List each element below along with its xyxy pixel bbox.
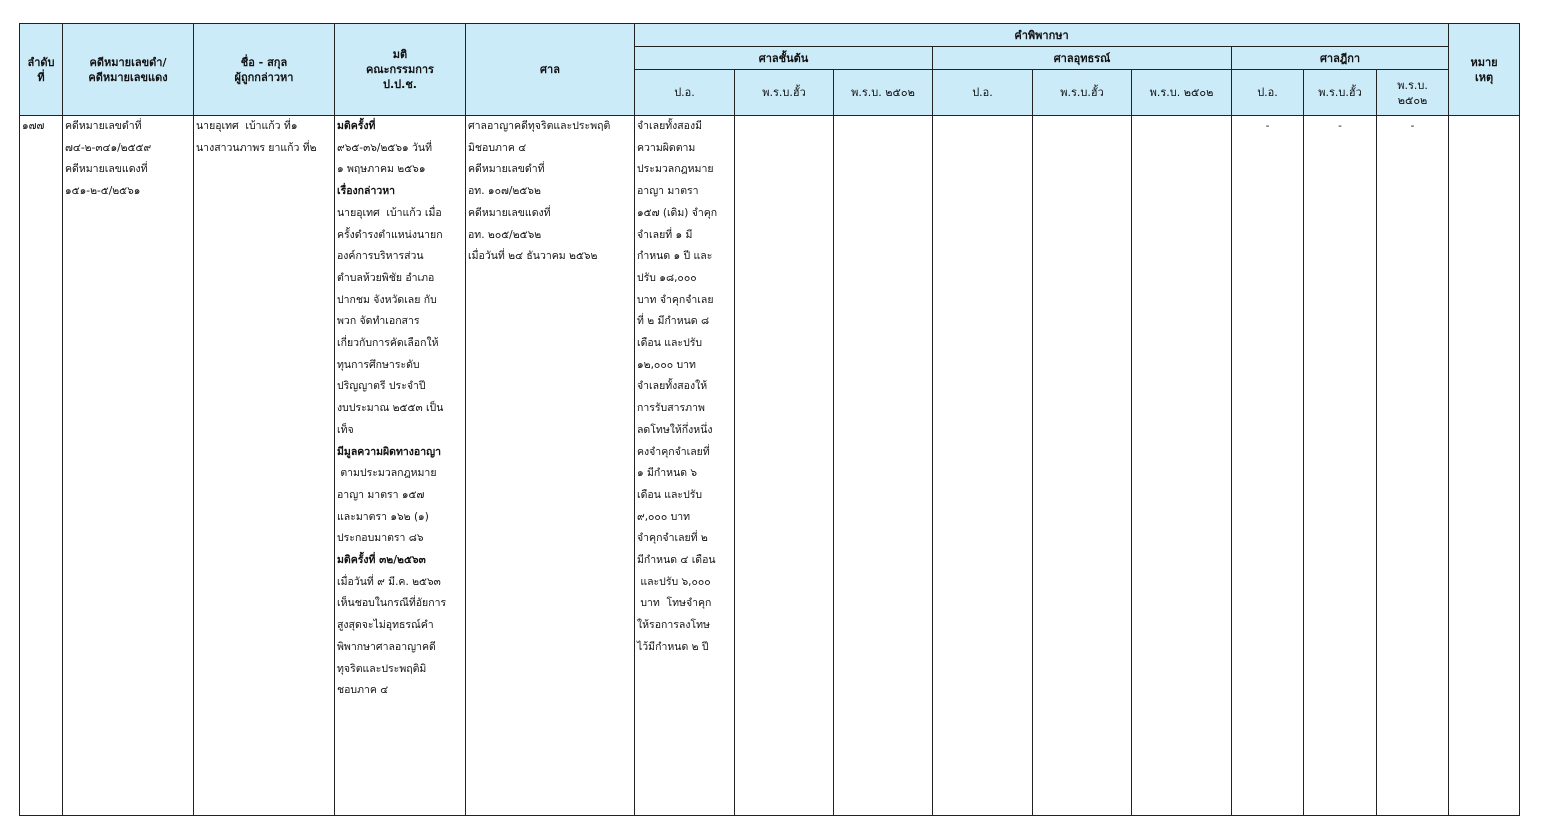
cell-appeal-criminal-code [933, 116, 1033, 816]
resolution-line: ประกอบมาตรา ๘๖ [337, 532, 424, 545]
header-supreme-court: ศาลฎีกา [1232, 47, 1449, 70]
header-order: ลำดับ ที่ [20, 24, 63, 116]
resolution-line: ทุนการศึกษาระดับ [337, 358, 420, 371]
cell-case-number: คดีหมายเลขดำที่ ๗๔-๒-๓๔๑/๒๕๕๙ คดีหมายเลขแดงที่ ๑๕๑-๒-๕/๒๕๖๑ [63, 116, 194, 816]
header-appeal-court: ศาลอุทธรณ์ [933, 47, 1232, 70]
header-first-collusion-act: พ.ร.บ.ฮั้ว [735, 70, 834, 116]
resolution-heading: มติครั้งที่ ๓๒/๒๕๖๓ [337, 554, 426, 567]
header-supreme-criminal-code: ป.อ. [1232, 70, 1304, 116]
first-court-line: คงจำคุกจำเลยที่ [637, 445, 710, 458]
resolution-line: อาญา มาตรา ๑๕๗ [337, 488, 425, 501]
resolution-line: องค์การบริหารส่วน [337, 250, 424, 263]
resolution-heading: เรื่องกล่าวหา [337, 185, 396, 198]
resolution-line: งบประมาณ ๒๕๕๓ เป็น [337, 402, 444, 415]
cell-appeal-act-2502 [1132, 116, 1232, 816]
resolution-line: และมาตรา ๑๖๒ (๑) [337, 510, 429, 523]
first-court-line: ให้รอการลงโทษ [637, 619, 710, 632]
header-supreme-act-2502: พ.ร.บ. ๒๕๐๒ [1377, 70, 1449, 116]
first-court-line: ปรับ ๑๘,๐๐๐ [637, 271, 697, 284]
cell-accused: นายอุเทศ เบ้าแก้ว ที่๑ นางสาวนภาพร ยาแก้ว ที่๒ [194, 116, 335, 816]
header-appeal-criminal-code: ป.อ. [933, 70, 1033, 116]
header-judgment: คำพิพากษา [635, 24, 1449, 47]
cell-remark [1449, 116, 1520, 816]
judgment-table [19, 23, 1520, 816]
resolution-line: สูงสุดจะไม่อุทธรณ์คำ [337, 619, 434, 632]
first-court-line: จำเลยทั้งสองมี [637, 120, 703, 132]
first-court-line: จำคุกจำเลยที่ ๒ [637, 532, 708, 545]
resolution-line: พวก จัดทำเอกสาร [337, 315, 420, 328]
cell-supreme-collusion-act: - [1304, 116, 1377, 816]
resolution-heading: มีมูลความผิดทางอาญา [337, 445, 441, 458]
first-court-line: ไว้มีกำหนด ๒ ปี [637, 640, 709, 653]
cell-supreme-act-2502: - [1377, 116, 1449, 816]
header-first-act-2502: พ.ร.บ. ๒๕๐๒ [834, 70, 933, 116]
resolution-line: ๑ พฤษภาคม ๒๕๖๑ [337, 163, 426, 176]
first-court-line: จำเลยทั้งสองให้ [637, 380, 708, 393]
first-court-line: ประมวลกฎหมาย [637, 163, 714, 176]
first-court-line: ๙,๐๐๐ บาท [637, 510, 691, 523]
resolution-line: เกี่ยวกับการคัดเลือกให้ [337, 337, 439, 350]
cell-first-criminal-code [635, 116, 735, 816]
header-appeal-act-2502: พ.ร.บ. ๒๕๐๒ [1132, 70, 1232, 116]
resolution-line: ๙๖๕-๓๖/๒๕๖๑ วันที่ [337, 141, 433, 154]
resolution-line: ทุจริตและประพฤติมิ [337, 662, 427, 675]
resolution-line: เท็จ [337, 423, 354, 436]
header-accused: ชื่อ - สกุล ผู้ถูกกล่าวหา [194, 24, 335, 116]
first-court-line: ๑ มีกำหนด ๖ [637, 467, 698, 480]
header-first-criminal-code: ป.อ. [635, 70, 735, 116]
first-court-line: ๑๒,๐๐๐ บาท [637, 358, 696, 371]
resolution-line: นายอุเทศ เบ้าแก้ว เมื่อ [337, 206, 442, 219]
first-court-line: จำเลยที่ ๑ มี [637, 228, 693, 241]
first-court-line: ที่ ๒ มีกำหนด ๘ [637, 315, 710, 328]
first-court-line: บาท โทษจำคุก [637, 597, 712, 610]
resolution-line: เมื่อวันที่ ๙ มี.ค. ๒๕๖๓ [337, 575, 441, 588]
cell-court: ศาลอาญาคดีทุจริตและประพฤติ มิชอบภาค ๔ คดีหมายเลขดำที่ อท. ๑๐๗/๒๕๖๒ คดีหมายเลขแดงที่ อท. ๒๐๕/๒๕๖๒ เมื่อวันที่ ๒๔ ธันวาคม ๒๕๖๒ [466, 116, 635, 816]
resolution-line: ปริญญาตรี ประจำปี [337, 380, 426, 393]
resolution-line: ตำบลห้วยพิชัย อำเภอ [337, 271, 435, 284]
header-first-court: ศาลชั้นต้น [635, 47, 933, 70]
first-court-line: เดือน และปรับ [637, 488, 703, 501]
header-court: ศาล [466, 24, 635, 116]
header-remark: หมาย เหตุ [1449, 24, 1520, 116]
first-court-line: และปรับ ๖,๐๐๐ [637, 575, 711, 588]
first-court-line: อาญา มาตรา [637, 185, 699, 198]
resolution-line: ปากชม จังหวัดเลย กับ [337, 293, 437, 306]
first-court-line: บาท จำคุกจำเลย [637, 293, 714, 306]
first-court-line: เดือน และปรับ [637, 337, 703, 350]
first-court-line: การรับสารภาพ [637, 402, 705, 415]
header-case-number: คดีหมายเลขดำ/ คดีหมายเลขแดง [63, 24, 194, 116]
resolution-line: ชอบภาค ๔ [337, 684, 389, 697]
header-supreme-collusion-act: พ.ร.บ.ฮั้ว [1304, 70, 1377, 116]
header-appeal-collusion-act: พ.ร.บ.ฮั้ว [1033, 70, 1132, 116]
cell-order: ๑๗๗ [20, 116, 63, 816]
cell-appeal-collusion-act [1033, 116, 1132, 816]
resolution-line: เห็นชอบในกรณีที่อัยการ [337, 597, 447, 610]
cell-first-act-2502 [834, 116, 933, 816]
first-court-line: กำหนด ๑ ปี และ [637, 250, 713, 263]
first-court-line: ลดโทษให้กึ่งหนึ่ง [637, 423, 713, 436]
resolution-line: ตามประมวลกฎหมาย [337, 467, 437, 480]
header-resolution: มติ คณะกรรมการ ป.ป.ช. [335, 24, 466, 116]
first-court-line: ความผิดตาม [637, 141, 696, 154]
first-court-line: มีกำหนด ๔ เดือน [637, 554, 716, 567]
resolution-line: พิพากษาศาลอาญาคดี [337, 640, 436, 653]
cell-resolution [335, 116, 466, 816]
resolution-line: ครั้งดำรงตำแหน่งนายก [337, 228, 443, 241]
first-court-line: ๑๕๗ (เดิม) จำคุก [637, 206, 718, 219]
table-row [20, 116, 1520, 816]
cell-supreme-criminal-code: - [1232, 116, 1304, 816]
resolution-heading: มติครั้งที่ [337, 120, 376, 132]
cell-first-collusion-act [735, 116, 834, 816]
